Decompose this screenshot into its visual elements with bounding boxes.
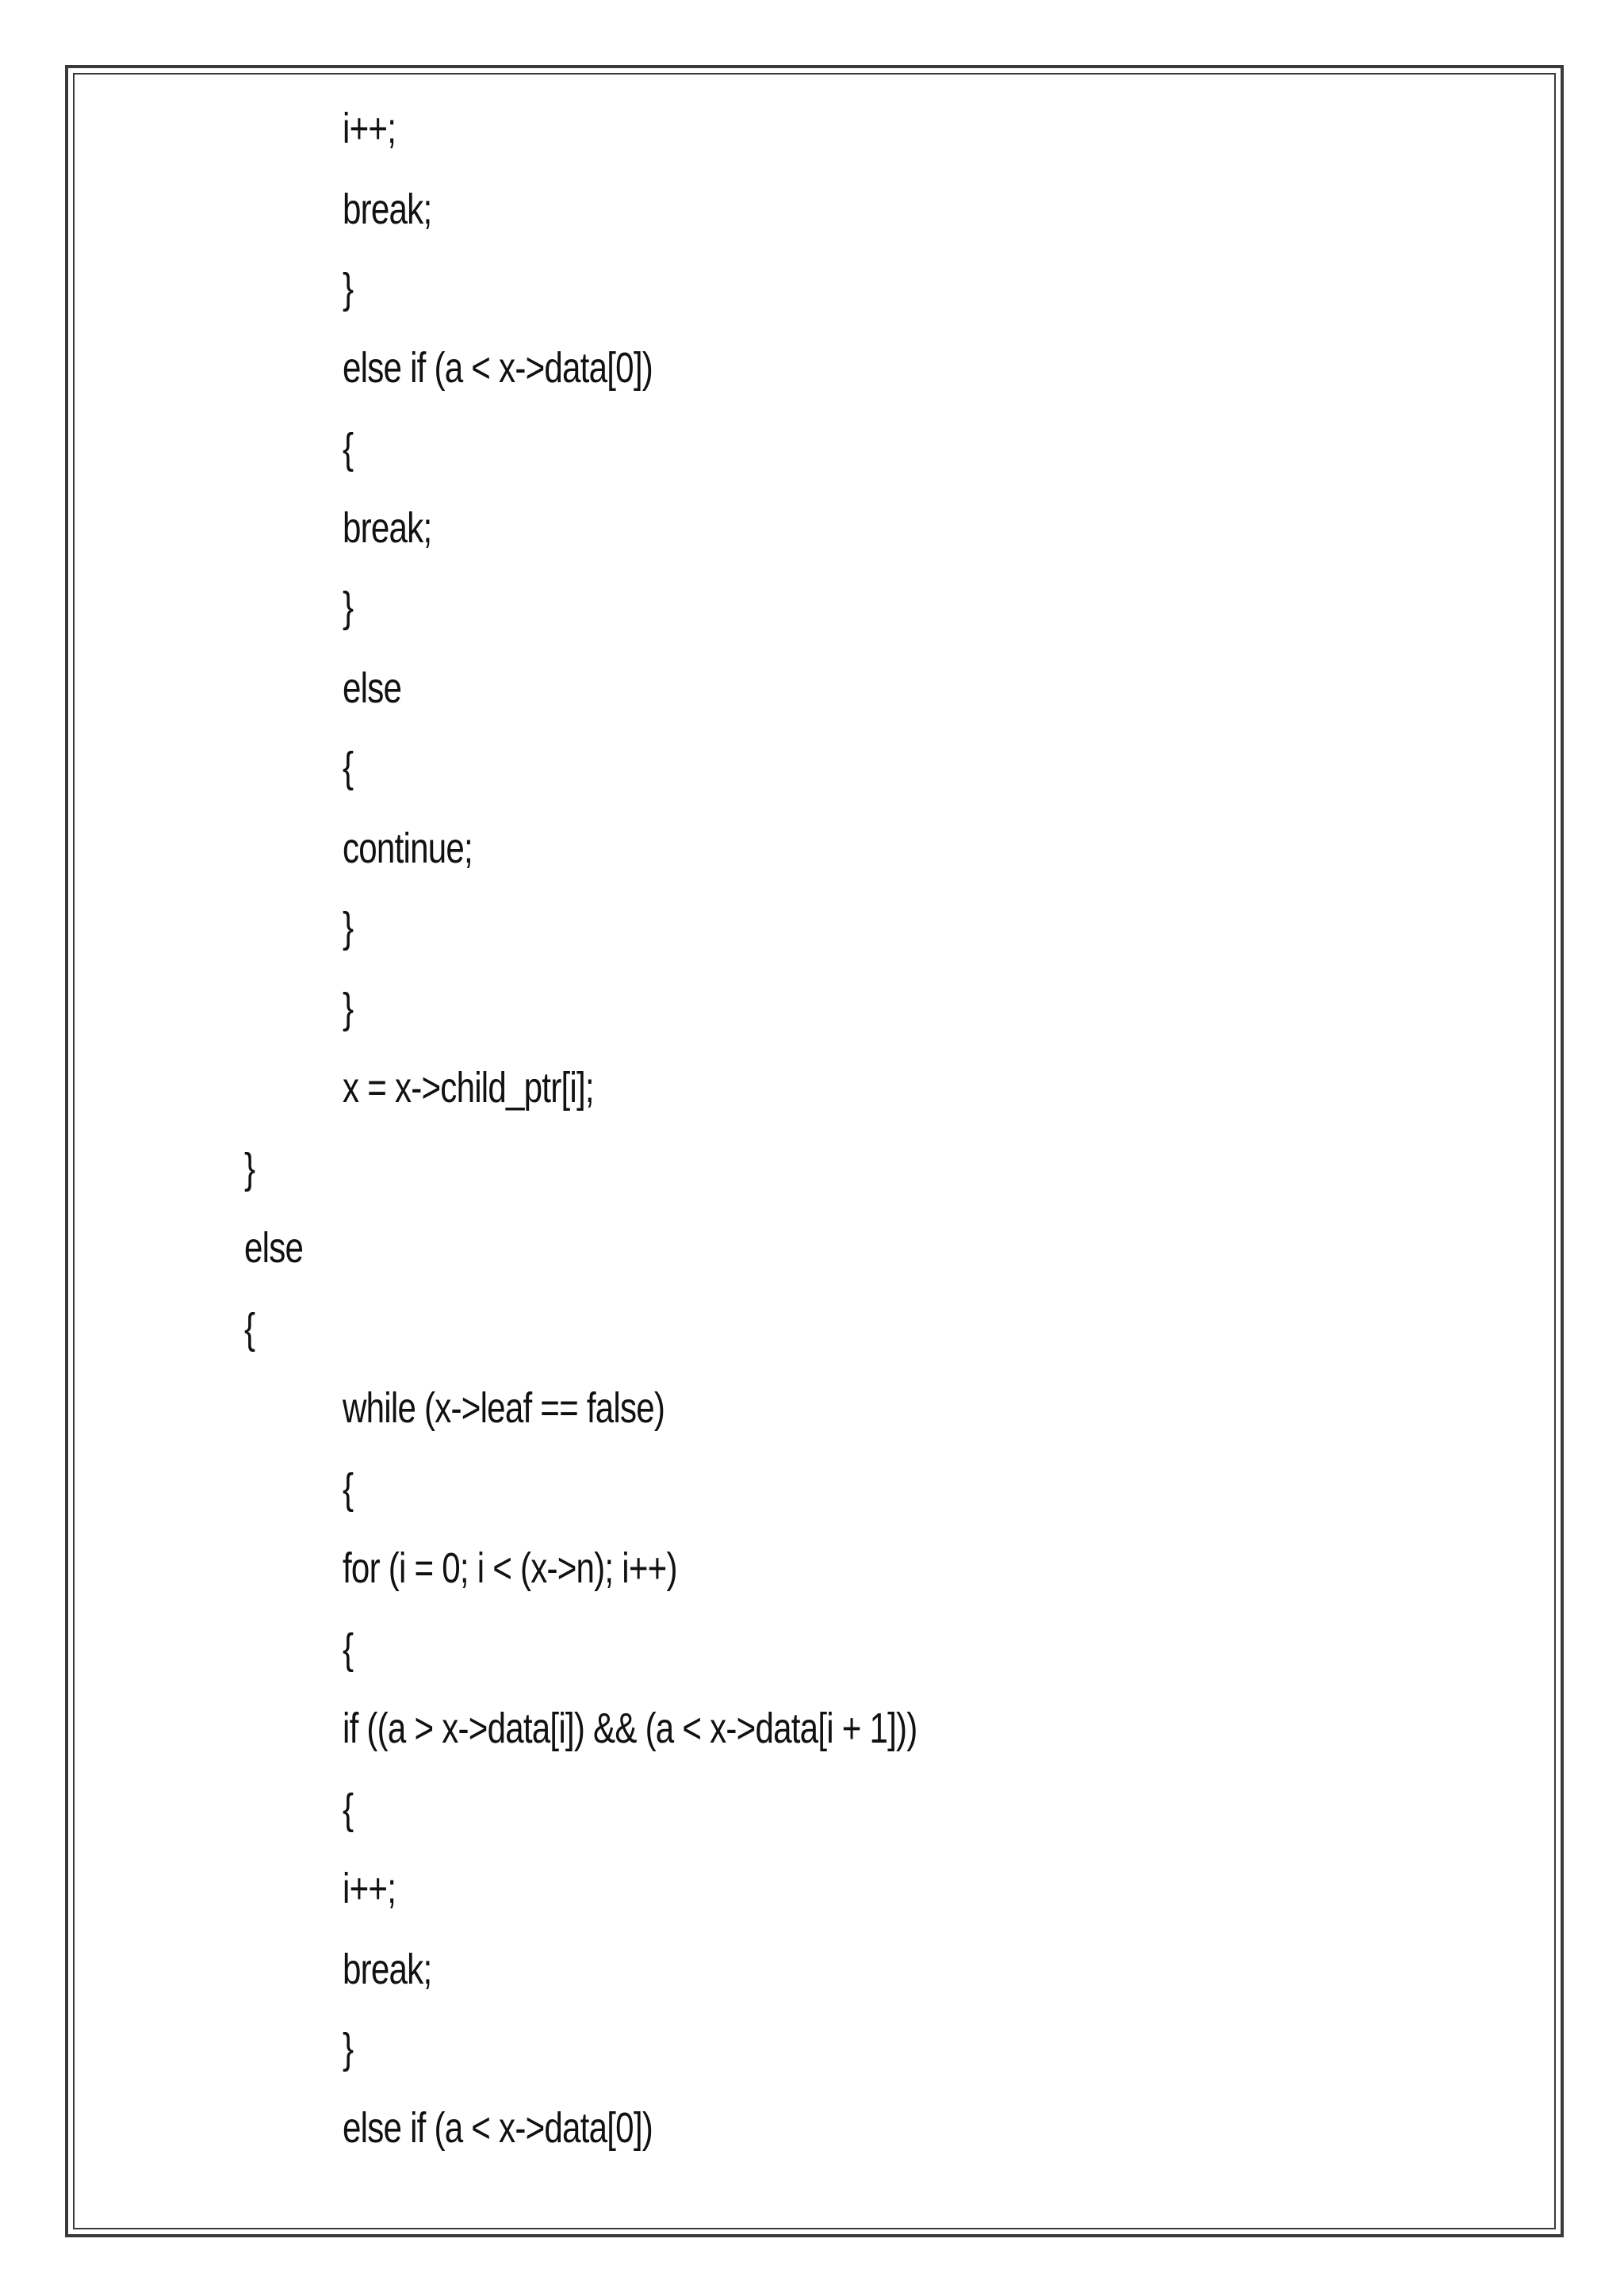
code-line: while (x->leaf == false) <box>343 1384 665 1432</box>
code-line: } <box>343 584 354 631</box>
code-line: } <box>343 904 354 951</box>
code-line: { <box>244 1305 255 1353</box>
code-line: } <box>343 2025 354 2072</box>
code-line: if ((a > x->data[i]) && (a < x->data[i + 1])) <box>343 1705 917 1752</box>
code-line: break; <box>343 504 432 552</box>
code-line: { <box>343 1465 354 1513</box>
code-line: i++; <box>343 105 396 152</box>
code-line: { <box>343 1785 354 1833</box>
code-line: else <box>244 1224 304 1272</box>
code-line: x = x->child_ptr[i]; <box>343 1064 594 1112</box>
code-line: { <box>343 744 354 791</box>
code-line: for (i = 0; i < (x->n); i++) <box>343 1544 677 1592</box>
code-line: { <box>343 1625 354 1673</box>
code-line: else if (a < x->data[0]) <box>343 2104 653 2152</box>
code-line: } <box>343 265 354 312</box>
code-line: { <box>343 425 354 473</box>
code-line: else <box>343 664 402 712</box>
code-line: else if (a < x->data[0]) <box>343 344 653 392</box>
code-line: } <box>244 1145 255 1192</box>
code-line: i++; <box>343 1865 396 1912</box>
code-line: } <box>343 985 354 1032</box>
code-line: break; <box>343 186 432 233</box>
code-line: break; <box>343 1946 432 1993</box>
code-line: continue; <box>343 825 473 872</box>
